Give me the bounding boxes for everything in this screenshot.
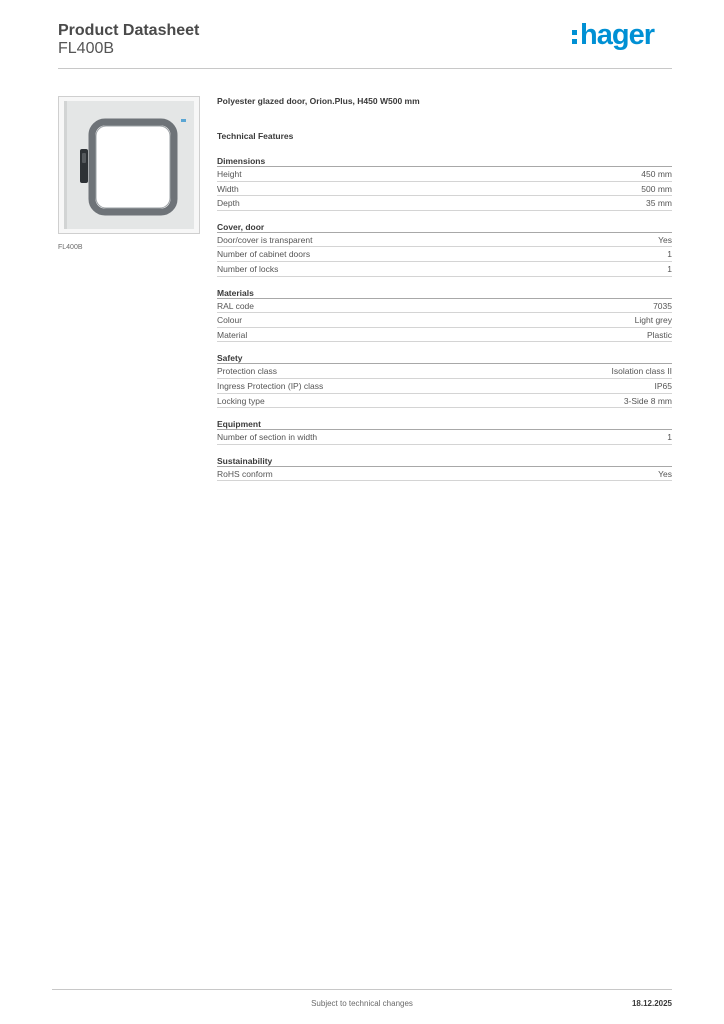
- table-row: [217, 233, 672, 248]
- footer-note: Subject to technical changes: [311, 999, 413, 1008]
- section-sustainability: [217, 455, 672, 482]
- document-header: [58, 20, 672, 70]
- table-row: [217, 394, 672, 409]
- footer-date: 18.12.2025: [631, 999, 672, 1008]
- table-row: [217, 196, 672, 211]
- row-label: Number of locks: [217, 263, 279, 274]
- table-row: [217, 430, 672, 445]
- row-value: 500 mm: [641, 183, 672, 194]
- row-value: Yes: [658, 234, 672, 245]
- row-value: 1: [667, 263, 672, 274]
- document-title: Product Datasheet: [58, 22, 200, 39]
- row-label: Number of section in width: [217, 432, 318, 443]
- table-row: [217, 379, 672, 394]
- row-value: Isolation class II: [611, 366, 672, 377]
- product-image: [58, 96, 200, 234]
- table-row: [217, 313, 672, 328]
- table-row: [217, 299, 672, 314]
- table-row: [217, 467, 672, 482]
- product-image-caption: FL400B: [58, 244, 83, 251]
- section-title: Cover, door: [217, 221, 672, 233]
- product-description: Polyester glazed door, Orion.Plus, H450 W500 mm: [217, 96, 420, 106]
- row-value: IP65: [654, 380, 672, 391]
- section-cover-door: [217, 221, 672, 277]
- table-row: [217, 247, 672, 262]
- row-label: Colour: [217, 315, 243, 326]
- row-value: 450 mm: [641, 169, 672, 179]
- row-label: Number of cabinet doors: [217, 249, 311, 260]
- row-value: Light grey: [634, 315, 672, 326]
- section-title: Sustainability: [217, 455, 672, 467]
- section-materials: [217, 287, 672, 343]
- section-title: Safety: [217, 352, 672, 364]
- table-row: [217, 328, 672, 343]
- row-label: Depth: [217, 198, 240, 209]
- row-label: Material: [217, 329, 248, 340]
- table-row: [217, 262, 672, 277]
- row-label: RAL code: [217, 300, 255, 311]
- table-row: [217, 167, 672, 182]
- footer-divider: [52, 989, 672, 990]
- table-row: [217, 182, 672, 197]
- row-value: Plastic: [646, 329, 672, 340]
- row-value: 7035: [653, 300, 672, 311]
- row-label: Door/cover is transparent: [217, 234, 313, 245]
- product-reference: FL400B: [58, 40, 115, 57]
- row-value: Yes: [658, 468, 672, 479]
- datasheet-content: [217, 96, 672, 481]
- row-value: 35 mm: [646, 198, 672, 209]
- row-value: 1: [667, 249, 672, 260]
- logo-dots: [572, 30, 577, 44]
- section-equipment: [217, 418, 672, 445]
- row-label: RoHS conform: [217, 468, 273, 479]
- row-label: Protection class: [217, 366, 277, 377]
- row-label: Ingress Protection (IP) class: [217, 380, 324, 391]
- row-label: Height: [217, 169, 242, 179]
- section-safety: [217, 352, 672, 408]
- row-label: Locking type: [217, 395, 265, 406]
- technical-features-title: Technical Features: [217, 131, 294, 141]
- table-row: [217, 364, 672, 379]
- row-label: Width: [217, 183, 239, 194]
- logo-wordmark: hager: [580, 19, 654, 51]
- row-value: 1: [667, 432, 672, 443]
- section-title: Materials: [217, 287, 672, 299]
- hager-logo-icon: [572, 20, 654, 50]
- section-title: Dimensions: [217, 155, 672, 167]
- row-value: 3-Side 8 mm: [623, 395, 672, 406]
- glazed-door-icon: [59, 97, 199, 233]
- header-divider: [58, 68, 672, 69]
- section-title: Equipment: [217, 418, 672, 430]
- section-dimensions: [217, 155, 672, 211]
